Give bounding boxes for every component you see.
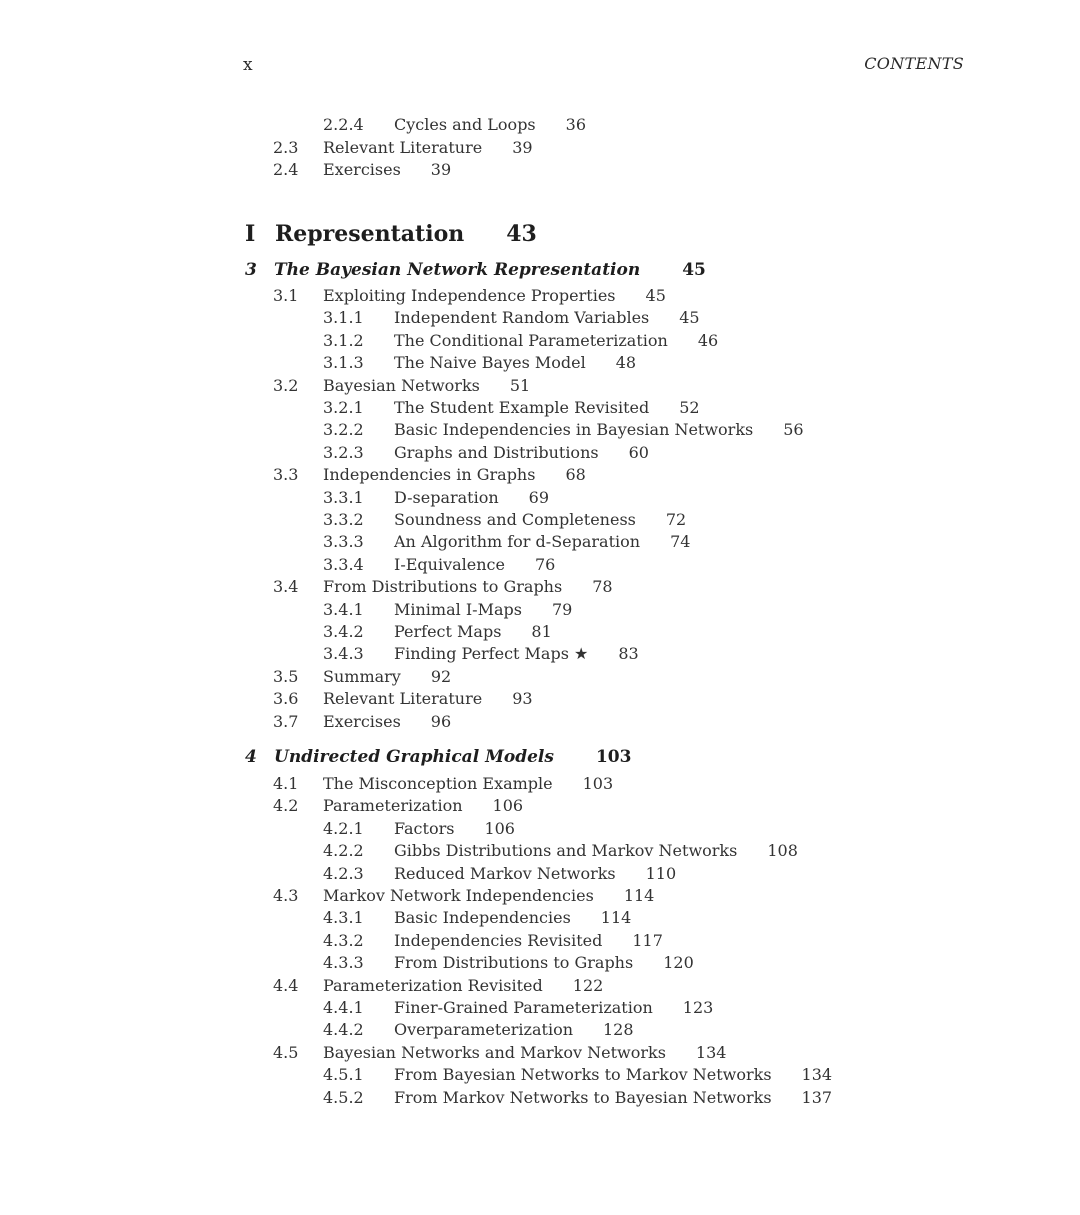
entry-page: 114 xyxy=(623,886,655,905)
entry-page: 106 xyxy=(484,818,515,838)
entry-page: 48 xyxy=(615,353,637,373)
entry-number: 4.2.3 xyxy=(323,863,364,883)
entry-page: 92 xyxy=(430,666,452,686)
entry-page: 108 xyxy=(767,841,798,861)
entry-page: 45 xyxy=(645,286,666,305)
entry-page: 39 xyxy=(430,160,452,179)
entry-title: Basic Independencies 114 xyxy=(394,908,632,928)
entry-page: 123 xyxy=(682,998,714,1017)
entry-title: Factors 106 xyxy=(394,818,515,838)
entry-page: 78 xyxy=(592,577,613,597)
entry-number: 3.2.2 xyxy=(323,420,364,440)
entry-page: 93 xyxy=(512,689,533,709)
entry-page: 76 xyxy=(534,554,556,574)
entry-number: 3.2.1 xyxy=(323,398,364,417)
entry-page: 68 xyxy=(565,465,586,485)
entry-title: Cycles and Loops 36 xyxy=(394,115,586,134)
entry-page: 60 xyxy=(628,442,649,462)
entry-number: 4.2.1 xyxy=(323,818,364,838)
entry-title: From Bayesian Networks to Markov Networks 134 xyxy=(394,1065,833,1085)
entry-title: Basic Independencies in Bayesian Networks 56 xyxy=(394,420,804,440)
entry-number: 3.3.1 xyxy=(323,487,364,507)
entry-title: Markov Network Independencies 114 xyxy=(323,886,655,905)
entry-title: Independencies Revisited 117 xyxy=(394,930,663,950)
entry-page: 106 xyxy=(492,796,524,816)
entry-title: Bayesian Networks 51 xyxy=(323,375,531,395)
entry-number: 4.5.1 xyxy=(323,1065,364,1085)
entry-page: 128 xyxy=(603,1020,634,1040)
entry-title: Soundness and Completeness 72 xyxy=(394,510,687,529)
chapter-page: 45 xyxy=(682,260,706,280)
entry-number: 3.1.2 xyxy=(323,330,364,350)
entry-number: 4.5.2 xyxy=(323,1087,364,1107)
chapter-page: 103 xyxy=(595,747,632,767)
entry-title: From Distributions to Graphs 120 xyxy=(394,953,694,973)
entry-number: 4.3.2 xyxy=(323,930,364,950)
entry-number: 4.5 xyxy=(273,1042,299,1062)
entry-title: The Student Example Revisited 52 xyxy=(394,398,700,417)
entry-title: Independent Random Variables 45 xyxy=(394,308,700,328)
entry-number: 4.4 xyxy=(273,975,299,995)
entry-title: D-separation 69 xyxy=(394,487,550,507)
entry-page: 51 xyxy=(509,375,531,395)
entry-number: 3.3.4 xyxy=(323,554,364,574)
running-head: CONTENTS xyxy=(864,54,964,73)
entry-number: 4.3.1 xyxy=(323,908,364,928)
entry-page: 36 xyxy=(565,115,586,134)
entry-title: Gibbs Distributions and Markov Networks 108 xyxy=(394,841,798,861)
entry-number: 4.2.2 xyxy=(323,841,364,861)
entry-title: Minimal I-Maps 79 xyxy=(394,599,573,619)
entry-page: 134 xyxy=(695,1042,727,1062)
entry-number: 3.1 xyxy=(273,286,299,305)
entry-number: 3.4.1 xyxy=(323,599,364,619)
entry-title: An Algorithm for d-Separation 74 xyxy=(394,532,691,552)
entry-title: Bayesian Networks and Markov Networks 134 xyxy=(323,1042,727,1062)
entry-number: 3.4.3 xyxy=(323,644,364,664)
entry-title: Graphs and Distributions 60 xyxy=(394,442,649,462)
entry-number: 3.1.3 xyxy=(323,353,364,373)
entry-title: Parameterization 106 xyxy=(323,796,524,816)
entry-number: 3.2.3 xyxy=(323,442,364,462)
entry-number: 4.3.3 xyxy=(323,953,364,973)
entry-number: 2.2.4 xyxy=(323,115,364,134)
entry-number: 3.3 xyxy=(273,465,299,485)
entry-title: Relevant Literature 39 xyxy=(323,138,533,157)
part-heading[interactable] xyxy=(245,220,537,248)
chapter-number: 4 xyxy=(245,747,257,767)
entry-number: 3.4.2 xyxy=(323,622,364,641)
entry-number: 3.7 xyxy=(273,711,299,731)
entry-number: 4.2 xyxy=(273,796,299,816)
part-title: Representation 43 xyxy=(275,221,537,247)
entry-title: From Distributions to Graphs 78 xyxy=(323,577,613,597)
entry-number: 2.3 xyxy=(273,138,299,157)
entry-title: Reduced Markov Networks 110 xyxy=(394,863,677,883)
entry-page: 56 xyxy=(783,420,804,440)
entry-title: Perfect Maps 81 xyxy=(394,622,552,641)
entry-title: Exercises 39 xyxy=(323,160,452,179)
entry-title: From Markov Networks to Bayesian Networks 137 xyxy=(394,1087,833,1107)
entry-number: 3.6 xyxy=(273,689,299,709)
entry-page: 74 xyxy=(670,532,691,552)
entry-title: Summary 92 xyxy=(323,666,452,686)
part-number: I xyxy=(245,221,256,247)
entry-page: 110 xyxy=(645,863,677,883)
entry-number: 3.2 xyxy=(273,375,299,395)
chapter-number: 3 xyxy=(245,260,257,280)
entry-number: 3.4 xyxy=(273,577,299,597)
entry-page: 72 xyxy=(665,510,687,529)
entry-page: 120 xyxy=(663,953,694,973)
entry-title: Exercises 96 xyxy=(323,711,452,731)
entry-title: Relevant Literature 93 xyxy=(323,689,533,709)
entry-number: 3.1.1 xyxy=(323,308,364,328)
entry-number: 3.5 xyxy=(273,666,299,686)
entry-title: Independencies in Graphs 68 xyxy=(323,465,586,485)
entry-title: I-Equivalence 76 xyxy=(394,554,556,574)
entry-page: 46 xyxy=(697,330,719,350)
entry-page: 134 xyxy=(801,1065,833,1085)
entry-number: 4.1 xyxy=(273,774,299,793)
entry-page: 39 xyxy=(512,138,533,157)
entry-page: 79 xyxy=(551,599,573,619)
entry-page: 83 xyxy=(618,644,639,664)
entry-title: Finding Perfect Maps ★ 83 xyxy=(394,644,639,664)
entry-number: 3.3.2 xyxy=(323,510,364,529)
entry-page: 52 xyxy=(679,398,700,417)
entry-page: 81 xyxy=(531,622,552,641)
page-number: x xyxy=(243,55,253,75)
entry-title: Parameterization Revisited 122 xyxy=(323,975,604,995)
entry-title: Exploiting Independence Properties 45 xyxy=(323,286,666,305)
entry-title: The Conditional Parameterization 46 xyxy=(394,330,719,350)
entry-page: 103 xyxy=(582,774,614,793)
entry-number: 2.4 xyxy=(273,160,299,179)
entry-title: Finer-Grained Parameterization 123 xyxy=(394,998,714,1017)
chapter-title: The Bayesian Network Representation 45 xyxy=(274,260,706,280)
entry-page: 45 xyxy=(679,308,700,328)
entry-title: The Naive Bayes Model 48 xyxy=(394,353,637,373)
entry-number: 4.4.1 xyxy=(323,998,364,1017)
entry-number: 4.4.2 xyxy=(323,1020,364,1040)
entry-title: Overparameterization 128 xyxy=(394,1020,634,1040)
entry-page: 96 xyxy=(430,711,452,731)
part-page: 43 xyxy=(506,221,537,247)
chapter-title: Undirected Graphical Models 103 xyxy=(274,747,632,767)
entry-page: 137 xyxy=(801,1087,833,1107)
entry-page: 69 xyxy=(528,487,550,507)
entry-number: 3.3.3 xyxy=(323,532,364,552)
entry-page: 122 xyxy=(572,975,604,995)
entry-number: 4.3 xyxy=(273,886,299,905)
entry-page: 117 xyxy=(632,930,663,950)
entry-page: 114 xyxy=(600,908,632,928)
entry-title: The Misconception Example 103 xyxy=(323,774,614,793)
